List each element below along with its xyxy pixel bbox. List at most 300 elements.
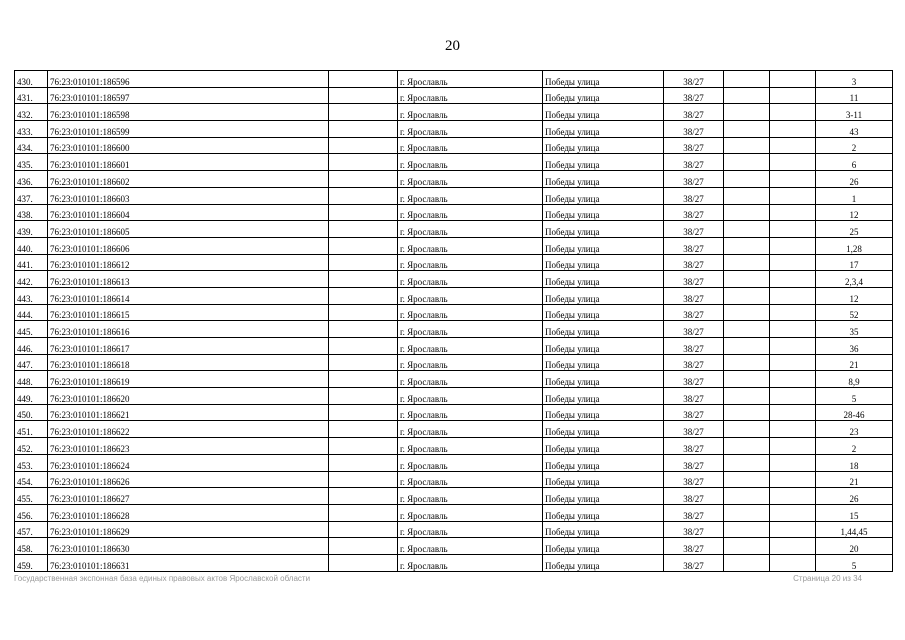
empty-cell (724, 521, 770, 538)
flat-cell: 5 (816, 388, 893, 405)
empty-cell (724, 354, 770, 371)
cadastral-number: 76:23:010101:186603 (48, 187, 329, 204)
city-cell: г. Ярославль (398, 371, 543, 388)
house-cell: 38/27 (664, 104, 724, 121)
empty-cell (329, 71, 398, 88)
street-cell: Победы улица (543, 304, 664, 321)
house-cell: 38/27 (664, 504, 724, 521)
empty-cell (770, 137, 816, 154)
street-cell: Победы улица (543, 287, 664, 304)
city-cell: г. Ярославль (398, 237, 543, 254)
empty-cell (724, 554, 770, 571)
cadastral-number: 76:23:010101:186618 (48, 354, 329, 371)
flat-cell: 5 (816, 554, 893, 571)
empty-cell (329, 488, 398, 505)
city-cell: г. Ярославль (398, 554, 543, 571)
empty-cell (724, 221, 770, 238)
cadastral-number: 76:23:010101:186629 (48, 521, 329, 538)
empty-cell (329, 404, 398, 421)
row-number: 439. (15, 221, 48, 238)
city-cell: г. Ярославль (398, 388, 543, 405)
street-cell: Победы улица (543, 87, 664, 104)
table-row (15, 304, 893, 321)
empty-cell (724, 154, 770, 171)
page-number: 20 (445, 38, 460, 54)
empty-cell (770, 554, 816, 571)
empty-cell (770, 454, 816, 471)
flat-cell: 2 (816, 137, 893, 154)
house-cell: 38/27 (664, 71, 724, 88)
cadastral-number: 76:23:010101:186631 (48, 554, 329, 571)
city-cell: г. Ярославль (398, 154, 543, 171)
registry-table (14, 70, 893, 572)
cadastral-number: 76:23:010101:186604 (48, 204, 329, 221)
street-cell: Победы улица (543, 71, 664, 88)
empty-cell (724, 421, 770, 438)
empty-cell (770, 254, 816, 271)
table-row (15, 521, 893, 538)
table-row (15, 538, 893, 555)
empty-cell (329, 137, 398, 154)
city-cell: г. Ярославль (398, 137, 543, 154)
street-cell: Победы улица (543, 137, 664, 154)
city-cell: г. Ярославль (398, 338, 543, 355)
city-cell: г. Ярославль (398, 254, 543, 271)
city-cell: г. Ярославль (398, 221, 543, 238)
empty-cell (329, 104, 398, 121)
row-number: 449. (15, 388, 48, 405)
empty-cell (329, 287, 398, 304)
empty-cell (329, 187, 398, 204)
row-number: 444. (15, 304, 48, 321)
cadastral-number: 76:23:010101:186624 (48, 454, 329, 471)
empty-cell (724, 121, 770, 138)
cadastral-number: 76:23:010101:186597 (48, 87, 329, 104)
house-cell: 38/27 (664, 538, 724, 555)
row-number: 446. (15, 338, 48, 355)
house-cell: 38/27 (664, 554, 724, 571)
house-cell: 38/27 (664, 304, 724, 321)
empty-cell (329, 504, 398, 521)
empty-cell (770, 354, 816, 371)
empty-cell (329, 554, 398, 571)
empty-cell (329, 304, 398, 321)
city-cell: г. Ярославль (398, 521, 543, 538)
cadastral-number: 76:23:010101:186621 (48, 404, 329, 421)
empty-cell (724, 287, 770, 304)
house-cell: 38/27 (664, 488, 724, 505)
table-row (15, 321, 893, 338)
row-number: 447. (15, 354, 48, 371)
flat-cell: 12 (816, 287, 893, 304)
cadastral-number: 76:23:010101:186596 (48, 71, 329, 88)
table-row (15, 471, 893, 488)
empty-cell (329, 237, 398, 254)
cadastral-number: 76:23:010101:186623 (48, 438, 329, 455)
row-number: 432. (15, 104, 48, 121)
row-number: 441. (15, 254, 48, 271)
table-row (15, 137, 893, 154)
table-row (15, 221, 893, 238)
table-row (15, 71, 893, 88)
empty-cell (770, 388, 816, 405)
street-cell: Победы улица (543, 321, 664, 338)
flat-cell: 2 (816, 438, 893, 455)
house-cell: 38/27 (664, 171, 724, 188)
street-cell: Победы улица (543, 471, 664, 488)
empty-cell (329, 121, 398, 138)
street-cell: Победы улица (543, 421, 664, 438)
table-row (15, 338, 893, 355)
city-cell: г. Ярославль (398, 204, 543, 221)
city-cell: г. Ярославль (398, 287, 543, 304)
flat-cell: 2,3,4 (816, 271, 893, 288)
empty-cell (724, 171, 770, 188)
empty-cell (770, 404, 816, 421)
flat-cell: 8,9 (816, 371, 893, 388)
flat-cell: 1,28 (816, 237, 893, 254)
street-cell: Победы улица (543, 271, 664, 288)
cadastral-number: 76:23:010101:186599 (48, 121, 329, 138)
flat-cell: 17 (816, 254, 893, 271)
empty-cell (770, 221, 816, 238)
table-row (15, 488, 893, 505)
row-number: 451. (15, 421, 48, 438)
cadastral-number: 76:23:010101:186601 (48, 154, 329, 171)
empty-cell (329, 538, 398, 555)
table-row (15, 171, 893, 188)
empty-cell (770, 321, 816, 338)
empty-cell (770, 421, 816, 438)
flat-cell: 43 (816, 121, 893, 138)
flat-cell: 25 (816, 221, 893, 238)
cadastral-number: 76:23:010101:186616 (48, 321, 329, 338)
row-number: 453. (15, 454, 48, 471)
empty-cell (329, 338, 398, 355)
row-number: 434. (15, 137, 48, 154)
empty-cell (770, 488, 816, 505)
empty-cell (724, 504, 770, 521)
house-cell: 38/27 (664, 154, 724, 171)
house-cell: 38/27 (664, 87, 724, 104)
street-cell: Победы улица (543, 254, 664, 271)
empty-cell (770, 304, 816, 321)
house-cell: 38/27 (664, 404, 724, 421)
street-cell: Победы улица (543, 121, 664, 138)
flat-cell: 21 (816, 471, 893, 488)
empty-cell (329, 221, 398, 238)
cadastral-number: 76:23:010101:186622 (48, 421, 329, 438)
empty-cell (329, 154, 398, 171)
table-row (15, 421, 893, 438)
empty-cell (724, 371, 770, 388)
registry-body (15, 71, 893, 572)
cadastral-number: 76:23:010101:186630 (48, 538, 329, 555)
table-row (15, 554, 893, 571)
city-cell: г. Ярославль (398, 354, 543, 371)
city-cell: г. Ярославль (398, 421, 543, 438)
table-row (15, 121, 893, 138)
row-number: 456. (15, 504, 48, 521)
cadastral-number: 76:23:010101:186627 (48, 488, 329, 505)
empty-cell (770, 338, 816, 355)
house-cell: 38/27 (664, 371, 724, 388)
city-cell: г. Ярославль (398, 187, 543, 204)
street-cell: Победы улица (543, 504, 664, 521)
cadastral-number: 76:23:010101:186628 (48, 504, 329, 521)
city-cell: г. Ярославль (398, 504, 543, 521)
row-number: 445. (15, 321, 48, 338)
empty-cell (329, 87, 398, 104)
house-cell: 38/27 (664, 221, 724, 238)
table-row (15, 404, 893, 421)
empty-cell (329, 438, 398, 455)
street-cell: Победы улица (543, 521, 664, 538)
empty-cell (770, 538, 816, 555)
empty-cell (724, 338, 770, 355)
empty-cell (724, 304, 770, 321)
city-cell: г. Ярославль (398, 87, 543, 104)
street-cell: Победы улица (543, 104, 664, 121)
empty-cell (770, 171, 816, 188)
table-row (15, 104, 893, 121)
house-cell: 38/27 (664, 204, 724, 221)
cadastral-number: 76:23:010101:186614 (48, 287, 329, 304)
street-cell: Победы улица (543, 221, 664, 238)
cadastral-number: 76:23:010101:186615 (48, 304, 329, 321)
street-cell: Победы улица (543, 171, 664, 188)
empty-cell (770, 438, 816, 455)
flat-cell: 20 (816, 538, 893, 555)
row-number: 437. (15, 187, 48, 204)
empty-cell (329, 388, 398, 405)
row-number: 430. (15, 71, 48, 88)
cadastral-number: 76:23:010101:186626 (48, 471, 329, 488)
street-cell: Победы улица (543, 371, 664, 388)
city-cell: г. Ярославль (398, 454, 543, 471)
row-number: 436. (15, 171, 48, 188)
flat-cell: 21 (816, 354, 893, 371)
city-cell: г. Ярославль (398, 171, 543, 188)
empty-cell (724, 87, 770, 104)
flat-cell: 3-11 (816, 104, 893, 121)
empty-cell (724, 204, 770, 221)
empty-cell (724, 187, 770, 204)
city-cell: г. Ярославль (398, 321, 543, 338)
empty-cell (329, 321, 398, 338)
house-cell: 38/27 (664, 471, 724, 488)
house-cell: 38/27 (664, 121, 724, 138)
flat-cell: 12 (816, 204, 893, 221)
house-cell: 38/27 (664, 421, 724, 438)
city-cell: г. Ярославль (398, 488, 543, 505)
empty-cell (329, 471, 398, 488)
empty-cell (329, 371, 398, 388)
row-number: 450. (15, 404, 48, 421)
footer-source: Государственная экспонная база единых правовых актов Ярославской области (14, 574, 311, 583)
table-row (15, 204, 893, 221)
flat-cell: 35 (816, 321, 893, 338)
city-cell: г. Ярославль (398, 438, 543, 455)
flat-cell: 26 (816, 171, 893, 188)
house-cell: 38/27 (664, 438, 724, 455)
city-cell: г. Ярославль (398, 404, 543, 421)
row-number: 438. (15, 204, 48, 221)
table-row (15, 388, 893, 405)
street-cell: Победы улица (543, 454, 664, 471)
row-number: 433. (15, 121, 48, 138)
empty-cell (329, 421, 398, 438)
street-cell: Победы улица (543, 388, 664, 405)
cadastral-number: 76:23:010101:186619 (48, 371, 329, 388)
empty-cell (770, 271, 816, 288)
city-cell: г. Ярославль (398, 271, 543, 288)
empty-cell (724, 454, 770, 471)
house-cell: 38/27 (664, 354, 724, 371)
table-row (15, 504, 893, 521)
empty-cell (770, 471, 816, 488)
row-number: 435. (15, 154, 48, 171)
street-cell: Победы улица (543, 404, 664, 421)
street-cell: Победы улица (543, 204, 664, 221)
city-cell: г. Ярославль (398, 121, 543, 138)
empty-cell (724, 71, 770, 88)
row-number: 458. (15, 538, 48, 555)
row-number: 440. (15, 237, 48, 254)
cadastral-number: 76:23:010101:186598 (48, 104, 329, 121)
cadastral-number: 76:23:010101:186613 (48, 271, 329, 288)
house-cell: 38/27 (664, 137, 724, 154)
table-row (15, 438, 893, 455)
empty-cell (724, 321, 770, 338)
empty-cell (724, 538, 770, 555)
house-cell: 38/27 (664, 338, 724, 355)
empty-cell (770, 87, 816, 104)
empty-cell (329, 204, 398, 221)
house-cell: 38/27 (664, 254, 724, 271)
row-number: 454. (15, 471, 48, 488)
table-row (15, 187, 893, 204)
empty-cell (724, 271, 770, 288)
street-cell: Победы улица (543, 538, 664, 555)
street-cell: Победы улица (543, 554, 664, 571)
footer-page-count: Страница 20 из 34 (793, 574, 862, 583)
street-cell: Победы улица (543, 354, 664, 371)
flat-cell: 1 (816, 187, 893, 204)
empty-cell (329, 354, 398, 371)
empty-cell (770, 237, 816, 254)
house-cell: 38/27 (664, 454, 724, 471)
table-row (15, 254, 893, 271)
city-cell: г. Ярославль (398, 104, 543, 121)
empty-cell (329, 521, 398, 538)
empty-cell (724, 388, 770, 405)
empty-cell (770, 187, 816, 204)
cadastral-number: 76:23:010101:186612 (48, 254, 329, 271)
table-row (15, 371, 893, 388)
empty-cell (770, 504, 816, 521)
flat-cell: 15 (816, 504, 893, 521)
empty-cell (724, 488, 770, 505)
table-row (15, 237, 893, 254)
row-number: 443. (15, 287, 48, 304)
empty-cell (329, 271, 398, 288)
cadastral-number: 76:23:010101:186602 (48, 171, 329, 188)
flat-cell: 52 (816, 304, 893, 321)
cadastral-number: 76:23:010101:186600 (48, 137, 329, 154)
flat-cell: 18 (816, 454, 893, 471)
empty-cell (724, 438, 770, 455)
cadastral-number: 76:23:010101:186617 (48, 338, 329, 355)
flat-cell: 23 (816, 421, 893, 438)
flat-cell: 36 (816, 338, 893, 355)
flat-cell: 11 (816, 87, 893, 104)
row-number: 442. (15, 271, 48, 288)
house-cell: 38/27 (664, 287, 724, 304)
row-number: 459. (15, 554, 48, 571)
flat-cell: 26 (816, 488, 893, 505)
city-cell: г. Ярославль (398, 538, 543, 555)
street-cell: Победы улица (543, 438, 664, 455)
cadastral-number: 76:23:010101:186605 (48, 221, 329, 238)
row-number: 448. (15, 371, 48, 388)
cadastral-number: 76:23:010101:186606 (48, 237, 329, 254)
empty-cell (724, 237, 770, 254)
house-cell: 38/27 (664, 237, 724, 254)
house-cell: 38/27 (664, 187, 724, 204)
empty-cell (329, 454, 398, 471)
empty-cell (724, 254, 770, 271)
table-row (15, 454, 893, 471)
empty-cell (724, 404, 770, 421)
empty-cell (770, 371, 816, 388)
street-cell: Победы улица (543, 237, 664, 254)
empty-cell (724, 471, 770, 488)
flat-cell: 1,44,45 (816, 521, 893, 538)
row-number: 431. (15, 87, 48, 104)
empty-cell (329, 254, 398, 271)
row-number: 455. (15, 488, 48, 505)
house-cell: 38/27 (664, 521, 724, 538)
empty-cell (770, 521, 816, 538)
empty-cell (770, 154, 816, 171)
row-number: 457. (15, 521, 48, 538)
table-row (15, 87, 893, 104)
empty-cell (724, 137, 770, 154)
flat-cell: 3 (816, 71, 893, 88)
empty-cell (329, 171, 398, 188)
empty-cell (770, 287, 816, 304)
table-row (15, 287, 893, 304)
city-cell: г. Ярославль (398, 304, 543, 321)
table-row (15, 271, 893, 288)
empty-cell (724, 104, 770, 121)
house-cell: 38/27 (664, 388, 724, 405)
house-cell: 38/27 (664, 321, 724, 338)
street-cell: Победы улица (543, 488, 664, 505)
street-cell: Победы улица (543, 154, 664, 171)
empty-cell (770, 71, 816, 88)
flat-cell: 6 (816, 154, 893, 171)
house-cell: 38/27 (664, 271, 724, 288)
empty-cell (770, 121, 816, 138)
cadastral-number: 76:23:010101:186620 (48, 388, 329, 405)
flat-cell: 28-46 (816, 404, 893, 421)
empty-cell (770, 104, 816, 121)
table-row (15, 154, 893, 171)
table-row (15, 354, 893, 371)
street-cell: Победы улица (543, 338, 664, 355)
